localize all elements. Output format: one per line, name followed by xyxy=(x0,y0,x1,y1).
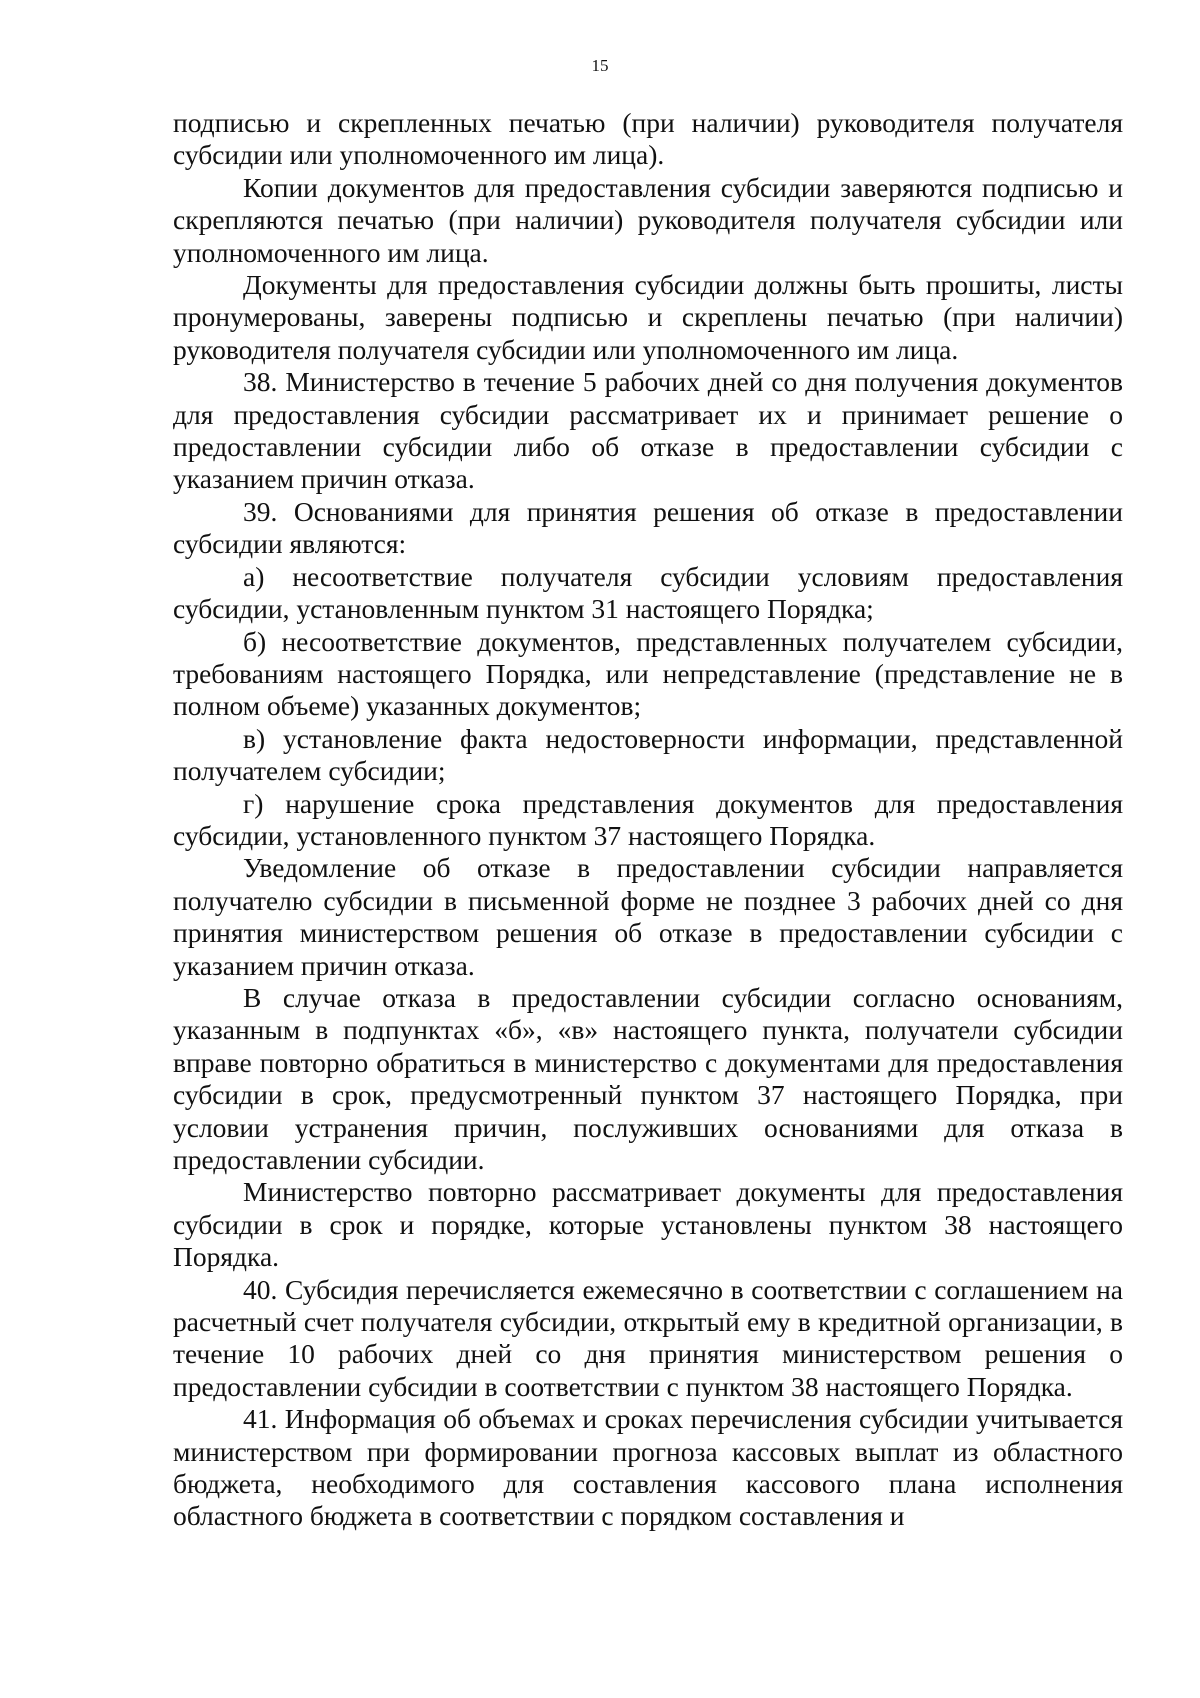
paragraph-continuation: подписью и скрепленных печатью (при наличии) руководителя получателя субсидии или уполномоченного им лица). xyxy=(173,107,1123,171)
paragraph-copies-certification: Копии документов для предоставления субсидии заверяются подписью и скрепляются печатью (при наличии) руководителя получателя субсидии или уполномоченного им лица. xyxy=(173,171,1123,268)
paragraph-repeat-application: В случае отказа в предоставлении субсидии согласно основаниям, указанным в подпунктах «б», «в» настоящего пункта, получатели субсидии вправе повторно обратиться в министерство с документами для предоставления субсидии в срок, предусмотренный пунктом 37 настоящего Порядка, при условии устранения причин, послуживших основаниями для отказа в предоставлении субсидии. xyxy=(173,981,1123,1175)
paragraph-item-39-v: в) установление факта недостоверности информации, представленной получателем субсидии; xyxy=(173,722,1123,787)
paragraph-item-39-g: г) нарушение срока представления документов для предоставления субсидии, установленного пунктом 37 настоящего Порядка. xyxy=(173,787,1123,851)
paragraph-item-39-b: б) несоответствие документов, представленных получателем субсидии, требованиям настоящего Порядка, или непредставление (представление не в полном объеме) указанных документов; xyxy=(173,625,1123,722)
paragraph-documents-binding: Документы для предоставления субсидии должны быть прошиты, листы пронумерованы, заверены подписью и скреплены печатью (при наличии) руководителя получателя субсидии или уполномоченного им лица. xyxy=(173,269,1123,365)
paragraph-item-39: 39. Основаниями для принятия решения об отказе в предоставлении субсидии являются: xyxy=(173,495,1123,560)
paragraph-refusal-notice: Уведомление об отказе в предоставлении субсидии направляется получателю субсидии в письменной форме не позднее 3 рабочих дней со дня принятия министерством решения об отказе в предоставлении субсидии с указанием причин отказа. xyxy=(173,852,1123,981)
paragraph-repeat-review: Министерство повторно рассматривает документы для предоставления субсидии в срок и порядке, которые установлены пунктом 38 настоящего Порядка. xyxy=(173,1176,1123,1273)
paragraph-item-41: 41. Информация об объемах и сроках перечисления субсидии учитывается министерством при формировании прогноза кассовых выплат из областного бюджета, необходимого для составления кассового плана исполнения областного бюджета в соответствии с порядком составления и xyxy=(173,1403,1123,1532)
paragraph-item-39-a: а) несоответствие получателя субсидии условиям предоставления субсидии, установленным пунктом 31 настоящего Порядка; xyxy=(173,560,1123,625)
paragraph-item-40: 40. Субсидия перечисляется ежемесячно в соответствии с соглашением на расчетный счет получателя субсидии, открытый ему в кредитной организации, в течение 10 рабочих дней со дня принятия министерством решения о предоставлении субсидии в соответствии с пунктом 38 настоящего Порядка. xyxy=(173,1273,1123,1402)
document-body xyxy=(173,107,1123,1533)
page-number: 15 xyxy=(591,56,609,75)
paragraph-item-38: 38. Министерство в течение 5 рабочих дней со дня получения документов для предоставления субсидии рассматривает их и принимает решение о предоставлении субсидии либо об отказе в предоставлении субсидии с указанием причин отказа. xyxy=(173,366,1123,495)
